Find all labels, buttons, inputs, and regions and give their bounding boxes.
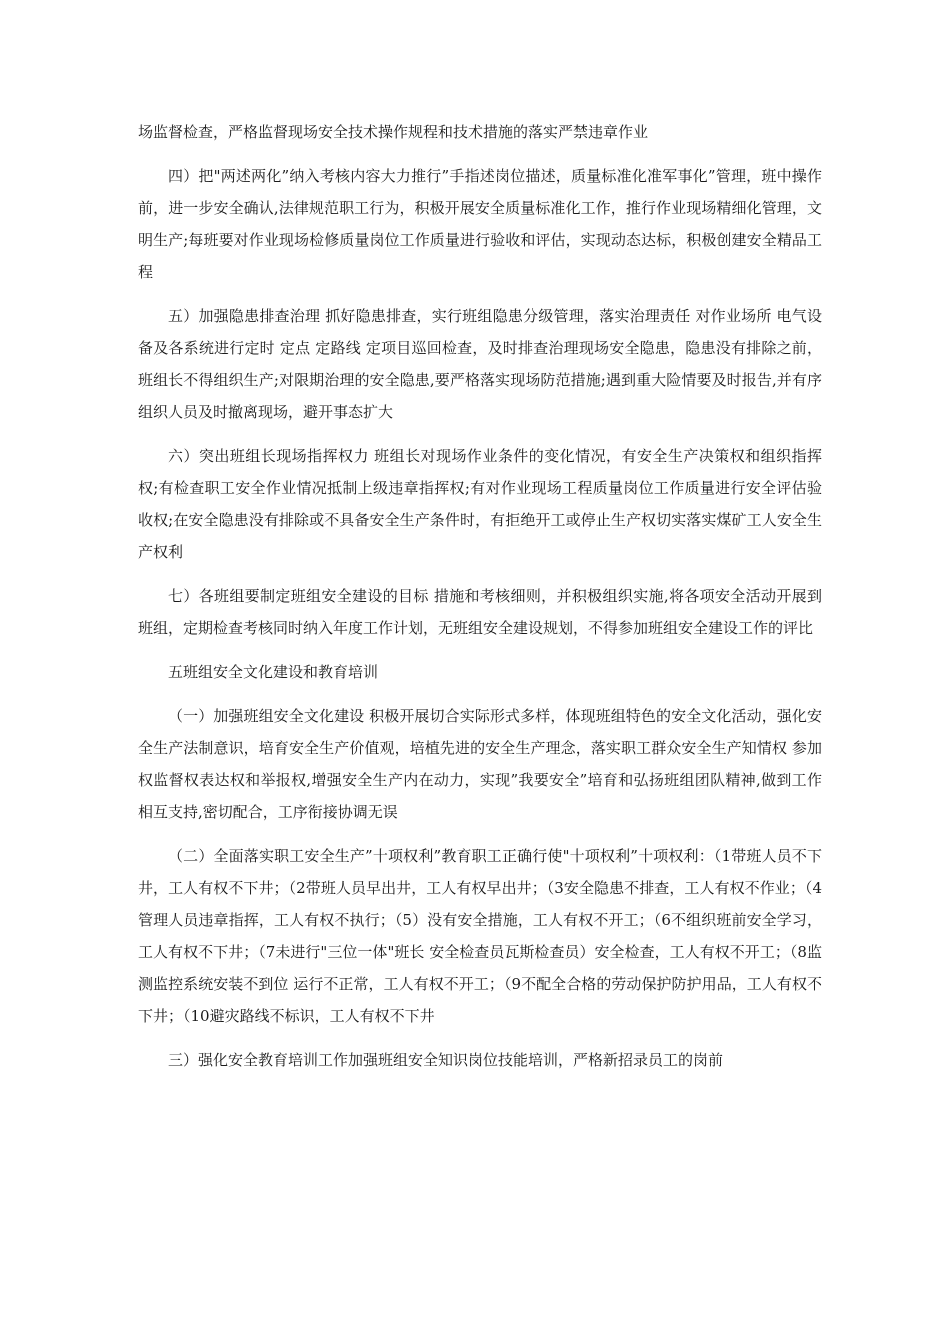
paragraph-section-4: 四）把"两述两化”纳入考核内容大力推行”手指述岗位描述，质量标准化准军事化”管理，班中操作前，进一步安全确认,法律规范职工行为，积极开展安全质量标准化工作，推行作业现场精细化管理，文明生产;每班要对作业现场检修质量岗位工作质量进行验收和评估，实现动态达标，积极创建安全精品工程 [138,167,822,281]
paragraph-culture-1: （一）加强班组安全文化建设 积极开展切合实际形式多样，体现班组特色的安全文化活动，强化安全生产法制意识，培育安全生产价值观，培植先进的安全生产理念，落实职工群众安全生产知情权 参加权监督权表达权和举报权,增强安全生产内在动力，实现”我要安全”培育和弘扬班组团队精神,做到工作相互支持,密切配合，工序衔接协调无误 [138,707,822,821]
paragraph-training-3: 三）强化安全教育培训工作加强班组安全知识岗位技能培训，严格新招录员工的岗前 [168,1051,724,1069]
section-heading-culture-training: 五班组安全文化建设和教育培训 [168,663,379,681]
paragraph-rights-2: （二）全面落实职工安全生产”十项权利”教育职工正确行使"十项权利”十项权利：（1带班人员不下井，工人有权不下井；（2带班人员早出井，工人有权早出井；（3安全隐患不排查，工人有权不作业；（4管理人员违章指挥，工人有权不执行；（5）没有安全措施，工人有权不开工；（6不组织班前安全学习，工人有权不下井；（7未进行"三位一体"班长 安全检查员瓦斯检查员）安全检查，工人有权不开工；（8监测监控系统安装不到位 运行不正常，工人有权不开工；（9不配全合格的劳动保护防护用品，工人有权不下井；（10避灾路线不标识，工人有权不下井 [138,847,822,1025]
paragraph-section-6-authority: 六）突出班组长现场指挥权力 班组长对现场作业条件的变化情况，有安全生产决策权和组织指挥权;有检查职工安全作业情况抵制上级违章指挥权;有对作业现场工程质量岗位工作质量进行安全评估验收权;在安全隐患没有排除或不具备安全生产条件时，有拒绝开工或停止生产权切实落实煤矿工人安全生产权利 [138,447,822,561]
paragraph-section-7-goals: 七）各班组要制定班组安全建设的目标 措施和考核细则，并积极组织实施,将各项安全活动开展到班组，定期检查考核同时纳入年度工作计划，无班组安全建设规划，不得参加班组安全建设工作的评比 [138,587,822,637]
paragraph-continuation: 场监督检查，严格监督现场安全技术操作规程和技术措施的落实严禁违章作业 [138,123,649,141]
paragraph-section-5-hazards: 五）加强隐患排查治理 抓好隐患排查，实行班组隐患分级管理，落实治理责任 对作业场所 电气设备及各系统进行定时 定点 定路线 定项目巡回检查，及时排查治理现场安全隐患，隐患没有排除之前，班组长不得组织生产;对限期治理的安全隐患,要严格落实现场防范措施;遇到重大险情要及时报告,并有序组织人员及时撤离现场，避开事态扩大 [138,307,822,421]
document-page [138,116,822,1088]
